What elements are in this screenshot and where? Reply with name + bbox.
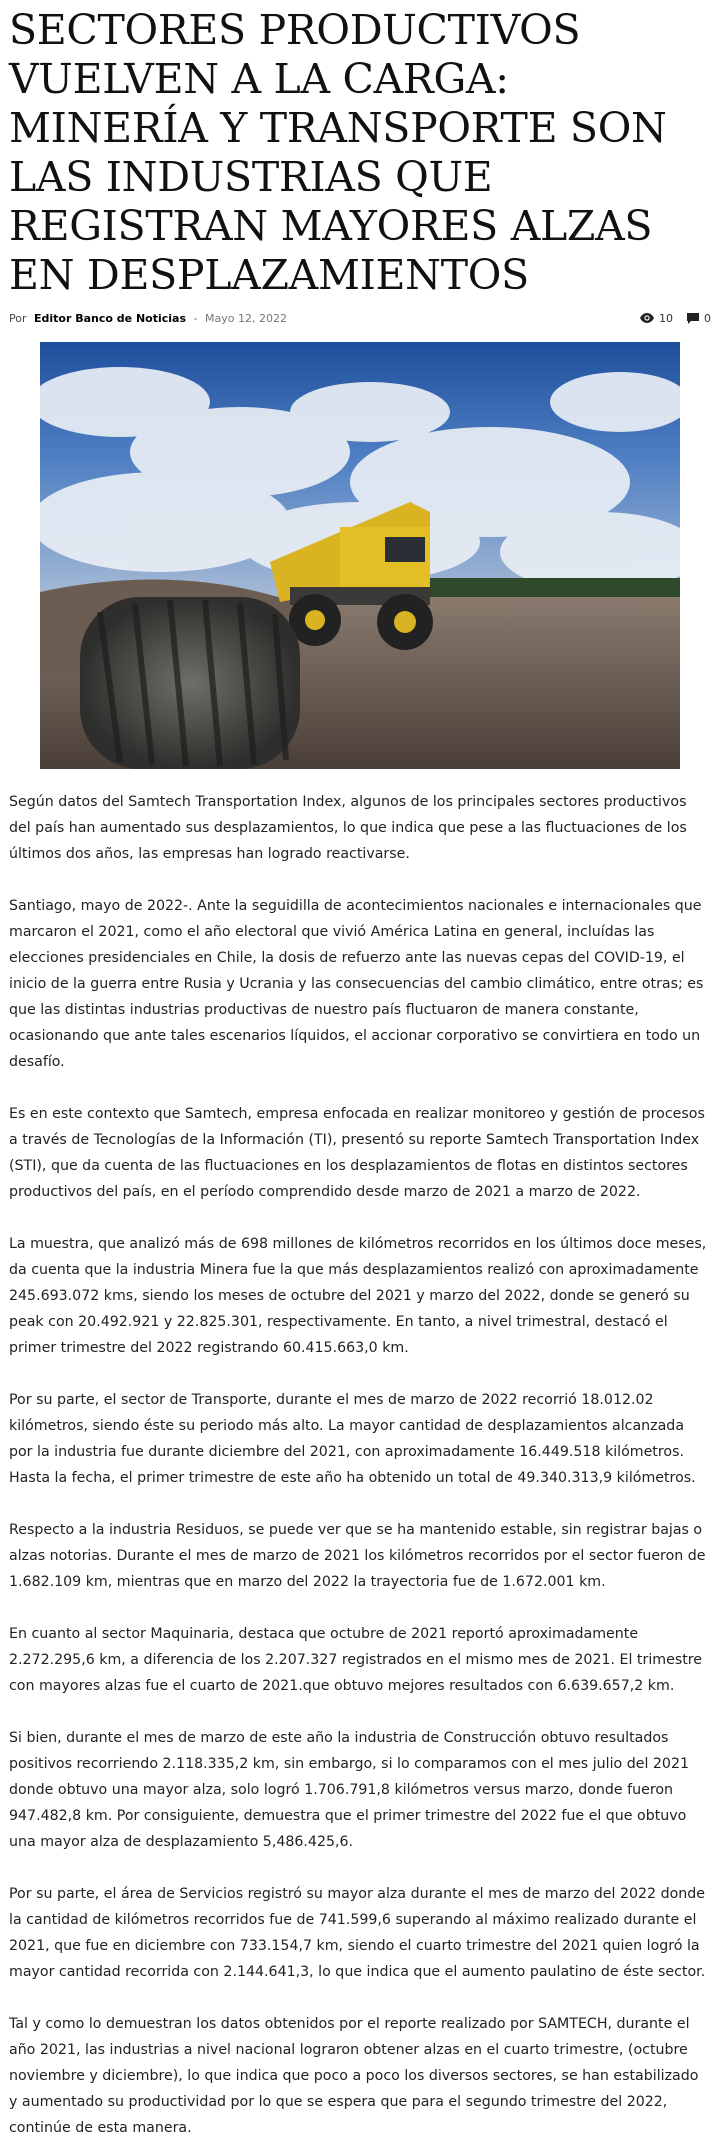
article-paragraph: Respecto a la industria Residuos, se puede ver que se ha mantenido estable, sin registrar bajas o alzas notorias. Durante el mes de marzo de 2021 los kilómetros recorridos por el sector fueron de 1.682.109 km, mientras que en marzo del 2022 la trayectoria fue de 1.672.001 km. [9,1522,706,1590]
article-title: SECTORES PRODUCTIVOS VUELVEN A LA CARGA: MINERÍA Y TRANSPORTE SON LAS INDUSTRIAS QUE REGISTRAN MAYORES ALZAS EN DESPLAZAMIENTOS [9,6,667,299]
article-paragraph: Si bien, durante el mes de marzo de este año la industria de Construcción obtuvo resultados positivos recorriendo 2.118.335,2 km, sin embargo, si lo comparamos con el mes julio del 2021 donde obtuvo una mayor alza, solo logró 1.706.791,8 kilómetros versus marzo, donde fueron 947.482,8 km. Por consiguiente, demuestra que el primer trimestre del 2022 fue el que obtuvo una mayor alza de desplazamiento 5,486.425,6. [9,1730,690,1850]
article-paragraph: Santiago, mayo de 2022-. Ante la seguidilla de acontecimientos nacionales e internacionales que marcaron el 2021, como el año electoral que vivió América Latina en general, incluídas las elecciones presidenciales en Chile, la dosis de refuerzo ante las nuevas cepas del COVID-19, el inicio de la guerra entre Rusia y Ucrania y las consecuencias del cambio climático, entre otras; es que las distintas industrias productivas de nuestro país fluctuaron de manera constante, ocasionando que ante tales escenarios líquidos, el accionar corporativo se convirtiera en todo un desafío. [9,898,704,1070]
by-label: Por [9,311,27,325]
comments-count: 0 [704,311,711,325]
comments-stat[interactable] [687,312,711,325]
article-body [9,789,711,2141]
article-paragraph: Según datos del Samtech Transportation Index, algunos de los principales sectores productivos del país han aumentado sus desplazamientos, lo que indica que pese a las fluctuaciones de los últimos dos años, las empresas han logrado reactivarse. [9,794,687,862]
large-tire [80,597,300,769]
eye-icon [640,313,654,323]
meta-separator: - [193,311,198,325]
article-paragraph: Tal y como lo demuestran los datos obtenidos por el reporte realizado por SAMTECH, durante el año 2021, las industrias a nivel nacional lograron obtener alzas en el cuarto trimestre, (octubre noviembre y diciembre), lo que indica que poco a poco los diversos sectores, se han estabilizado y aumentado su productividad por lo que se espera que para el segundo trimestre del 2022, continúe de esta manera. [9,2016,699,2136]
comment-icon [687,313,699,324]
views-stat [640,312,673,325]
article-paragraph: Por su parte, el área de Servicios registró su mayor alza durante el mes de marzo del 2022 donde la cantidad de kilómetros recorridos fue de 741.599,6 superando al máximo realizado durante el 2021, que fue en diciembre con 733.154,7 km, siendo el cuarto trimestre del 2021 quien logró la mayor cantidad recorrida con 2.144.641,3, lo que indica que el aumento paulatino de éste sector. [9,1886,706,1980]
views-count: 10 [659,311,673,325]
author-link[interactable]: Editor Banco de Noticias [34,311,186,325]
publish-date: Mayo 12, 2022 [204,311,287,325]
article-stats [640,312,711,325]
article-paragraph: Es en este contexto que Samtech, empresa enfocada en realizar monitoreo y gestión de procesos a través de Tecnologías de la Información (TI), presentó su reporte Samtech Transportation Index (STI), que da cuenta de las fluctuaciones en los desplazamientos de flotas en distintos sectores productivos del país, en el período comprendido desde marzo de 2021 a marzo de 2022. [9,1106,705,1200]
article-paragraph: La muestra, que analizó más de 698 millones de kilómetros recorridos en los últimos doce meses, da cuenta que la industria Minera fue la que más desplazamientos realizó con aproximadamente 245.693.072 kms, siendo los meses de octubre del 2021 y marzo del 2022, donde se generó su peak con 20.492.921 y 22.825.301, respectivamente. En tanto, a nivel trimestral, destacó el primer trimestre del 2022 registrando 60.415.663,0 km. [9,1236,707,1356]
byline [9,312,291,325]
hero-image [40,342,680,769]
article-paragraph: Por su parte, el sector de Transporte, durante el mes de marzo de 2022 recorrió 18.012.02 kilómetros, siendo éste su periodo más alto. La mayor cantidad de desplazamientos alcanzada por la industria fue durante diciembre del 2021, con aproximadamente 16.449.518 kilómetros. Hasta la fecha, el primer trimestre de este año ha obtenido un total de 49.340.313,9 kilómetros. [9,1392,696,1486]
article-paragraph: En cuanto al sector Maquinaria, destaca que octubre de 2021 reportó aproximadamente 2.272.295,6 km, a diferencia de los 2.207.327 registrados en el mismo mes de 2021. El trimestre con mayores alzas fue el cuarto de 2021.que obtuvo mejores resultados con 6.639.657,2 km. [9,1626,703,1694]
article-meta [9,308,711,328]
